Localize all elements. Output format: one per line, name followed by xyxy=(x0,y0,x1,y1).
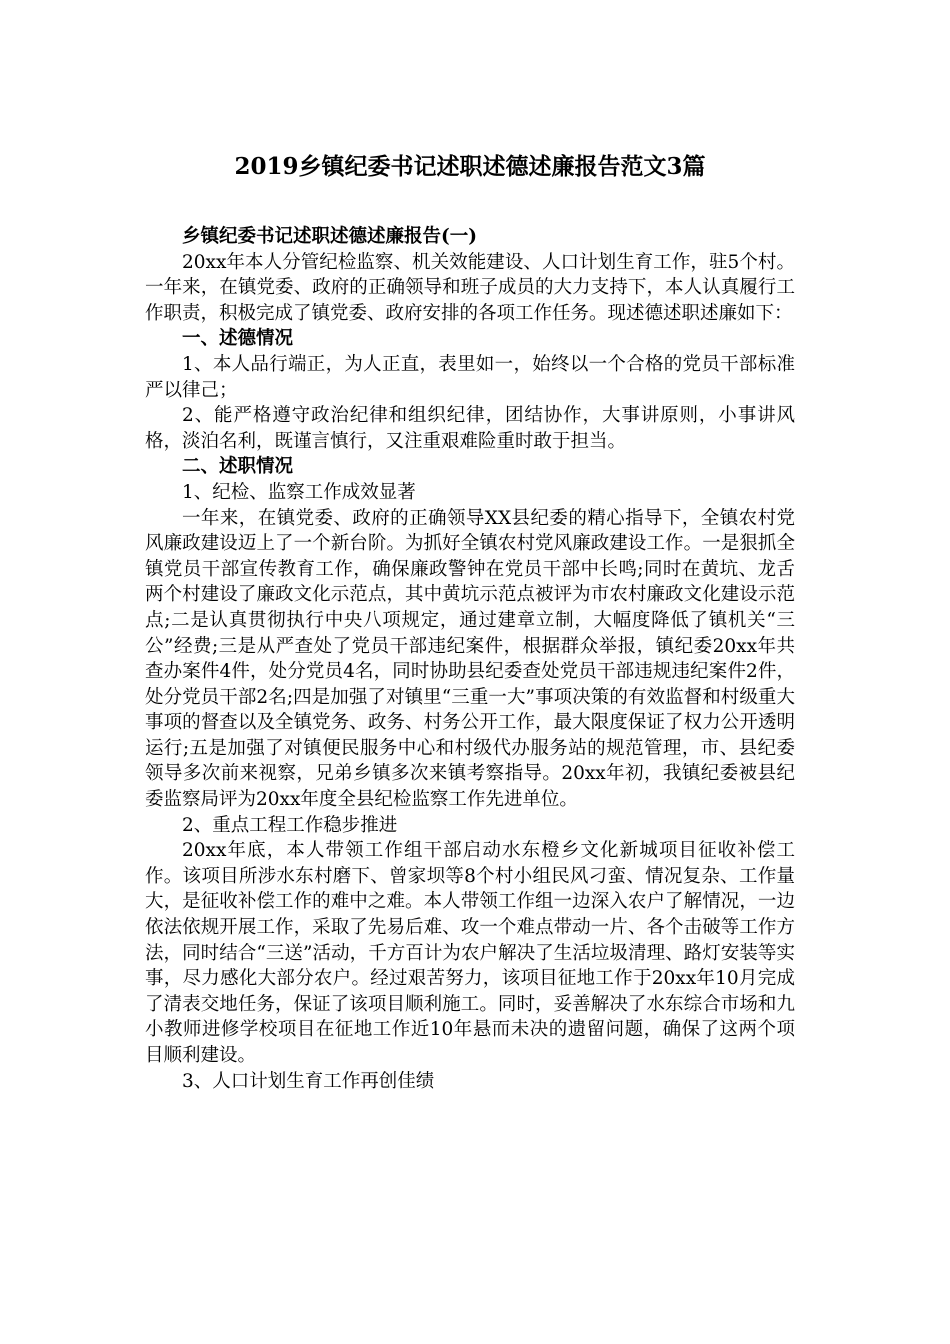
paragraph: 2、能严格遵守政治纪律和组织纪律，团结协作，大事讲原则，小事讲风格，淡泊名利，既谨言慎行，又注重艰难险重时敢于担当。 xyxy=(145,405,795,452)
subsection-heading: 2、重点工程工作稳步推进 xyxy=(182,814,398,836)
intro-paragraph: 20xx年本人分管纪检监察、机关效能建设、人口计划生育工作，驻5个村。一年来，在镇党委、政府的正确领导和班子成员的大力支持下，本人认真履行工作职责，积极完成了镇党委、政府安排的各项工作任务。现述德述职述廉如下： xyxy=(145,251,795,324)
section-heading-duty: 二、述职情况 xyxy=(182,456,294,478)
section-heading-morality: 一、述德情况 xyxy=(182,328,294,350)
paragraph: 1、本人品行端正，为人正直，表里如一，始终以一个合格的党员干部标准严以律己； xyxy=(145,353,795,401)
report-heading: 乡镇纪委书记述职述德述廉报告(一) xyxy=(182,226,478,247)
subsection-heading: 1、纪检、监察工作成效显著 xyxy=(182,481,416,503)
subsection-heading: 3、人口计划生育工作再创佳绩 xyxy=(182,1070,435,1092)
document-title: 2019乡镇纪委书记述职述德述廉报告范文3篇 xyxy=(234,153,706,180)
document-page xyxy=(145,150,795,1094)
paragraph: 20xx年底，本人带领工作组干部启动水东橙乡文化新城项目征收补偿工作。该项目所涉水东村磨下、曾家坝等8个村小组民风刁蛮、情况复杂、工作量大，是征收补偿工作的难中之难。本人带领工作组一边深入农户了解情况，一边依法依规开展工作，采取了先易后难、攻一个难点带动一片、各个击破等工作方法，同时结合“三送”活动，千方百计为农户解决了生活垃圾清理、路灯安装等实事，尽力感化大部分农户。经过艰苦努力，该项目征地工作于20xx年10月完成了清表交地任务，保证了该项目顺利施工。同时，妥善解决了水东综合市场和九小教师进修学校项目在征地工作近10年悬而未决的遗留问题，确保了这两个项目顺利建设。 xyxy=(145,840,795,1066)
document-body xyxy=(145,224,795,1094)
paragraph: 一年来，在镇党委、政府的正确领导XX县纪委的精心指导下，全镇农村党风廉政建设迈上了一个新台阶。为抓好全镇农村党风廉政建设工作。一是狠抓全镇党员干部宣传教育工作，确保廉政警钟在党员干部中长鸣;同时在黄坑、龙舌两个村建设了廉政文化示范点，其中黄坑示范点被评为市农村廉政文化建设示范点;二是认真贯彻执行中央八项规定，通过建章立制，大幅度降低了镇机关“三公”经费;三是从严查处了党员干部违纪案件，根据群众举报，镇纪委20xx年共查办案件4件，处分党员4名，同时协助县纪委查处党员干部违规违纪案件2件，处分党员干部2名;四是加强了对镇里“三重一大”事项决策的有效监督和村级重大事项的督查以及全镇党务、政务、村务公开工作，最大限度保证了权力公开透明运行;五是加强了对镇便民服务中心和村级代办服务站的规范管理，市、县纪委领导多次前来视察，兄弟乡镇多次来镇考察指导。20xx年初，我镇纪委被县纪委监察局评为20xx年度全县纪检监察工作先进单位。 xyxy=(145,507,795,811)
